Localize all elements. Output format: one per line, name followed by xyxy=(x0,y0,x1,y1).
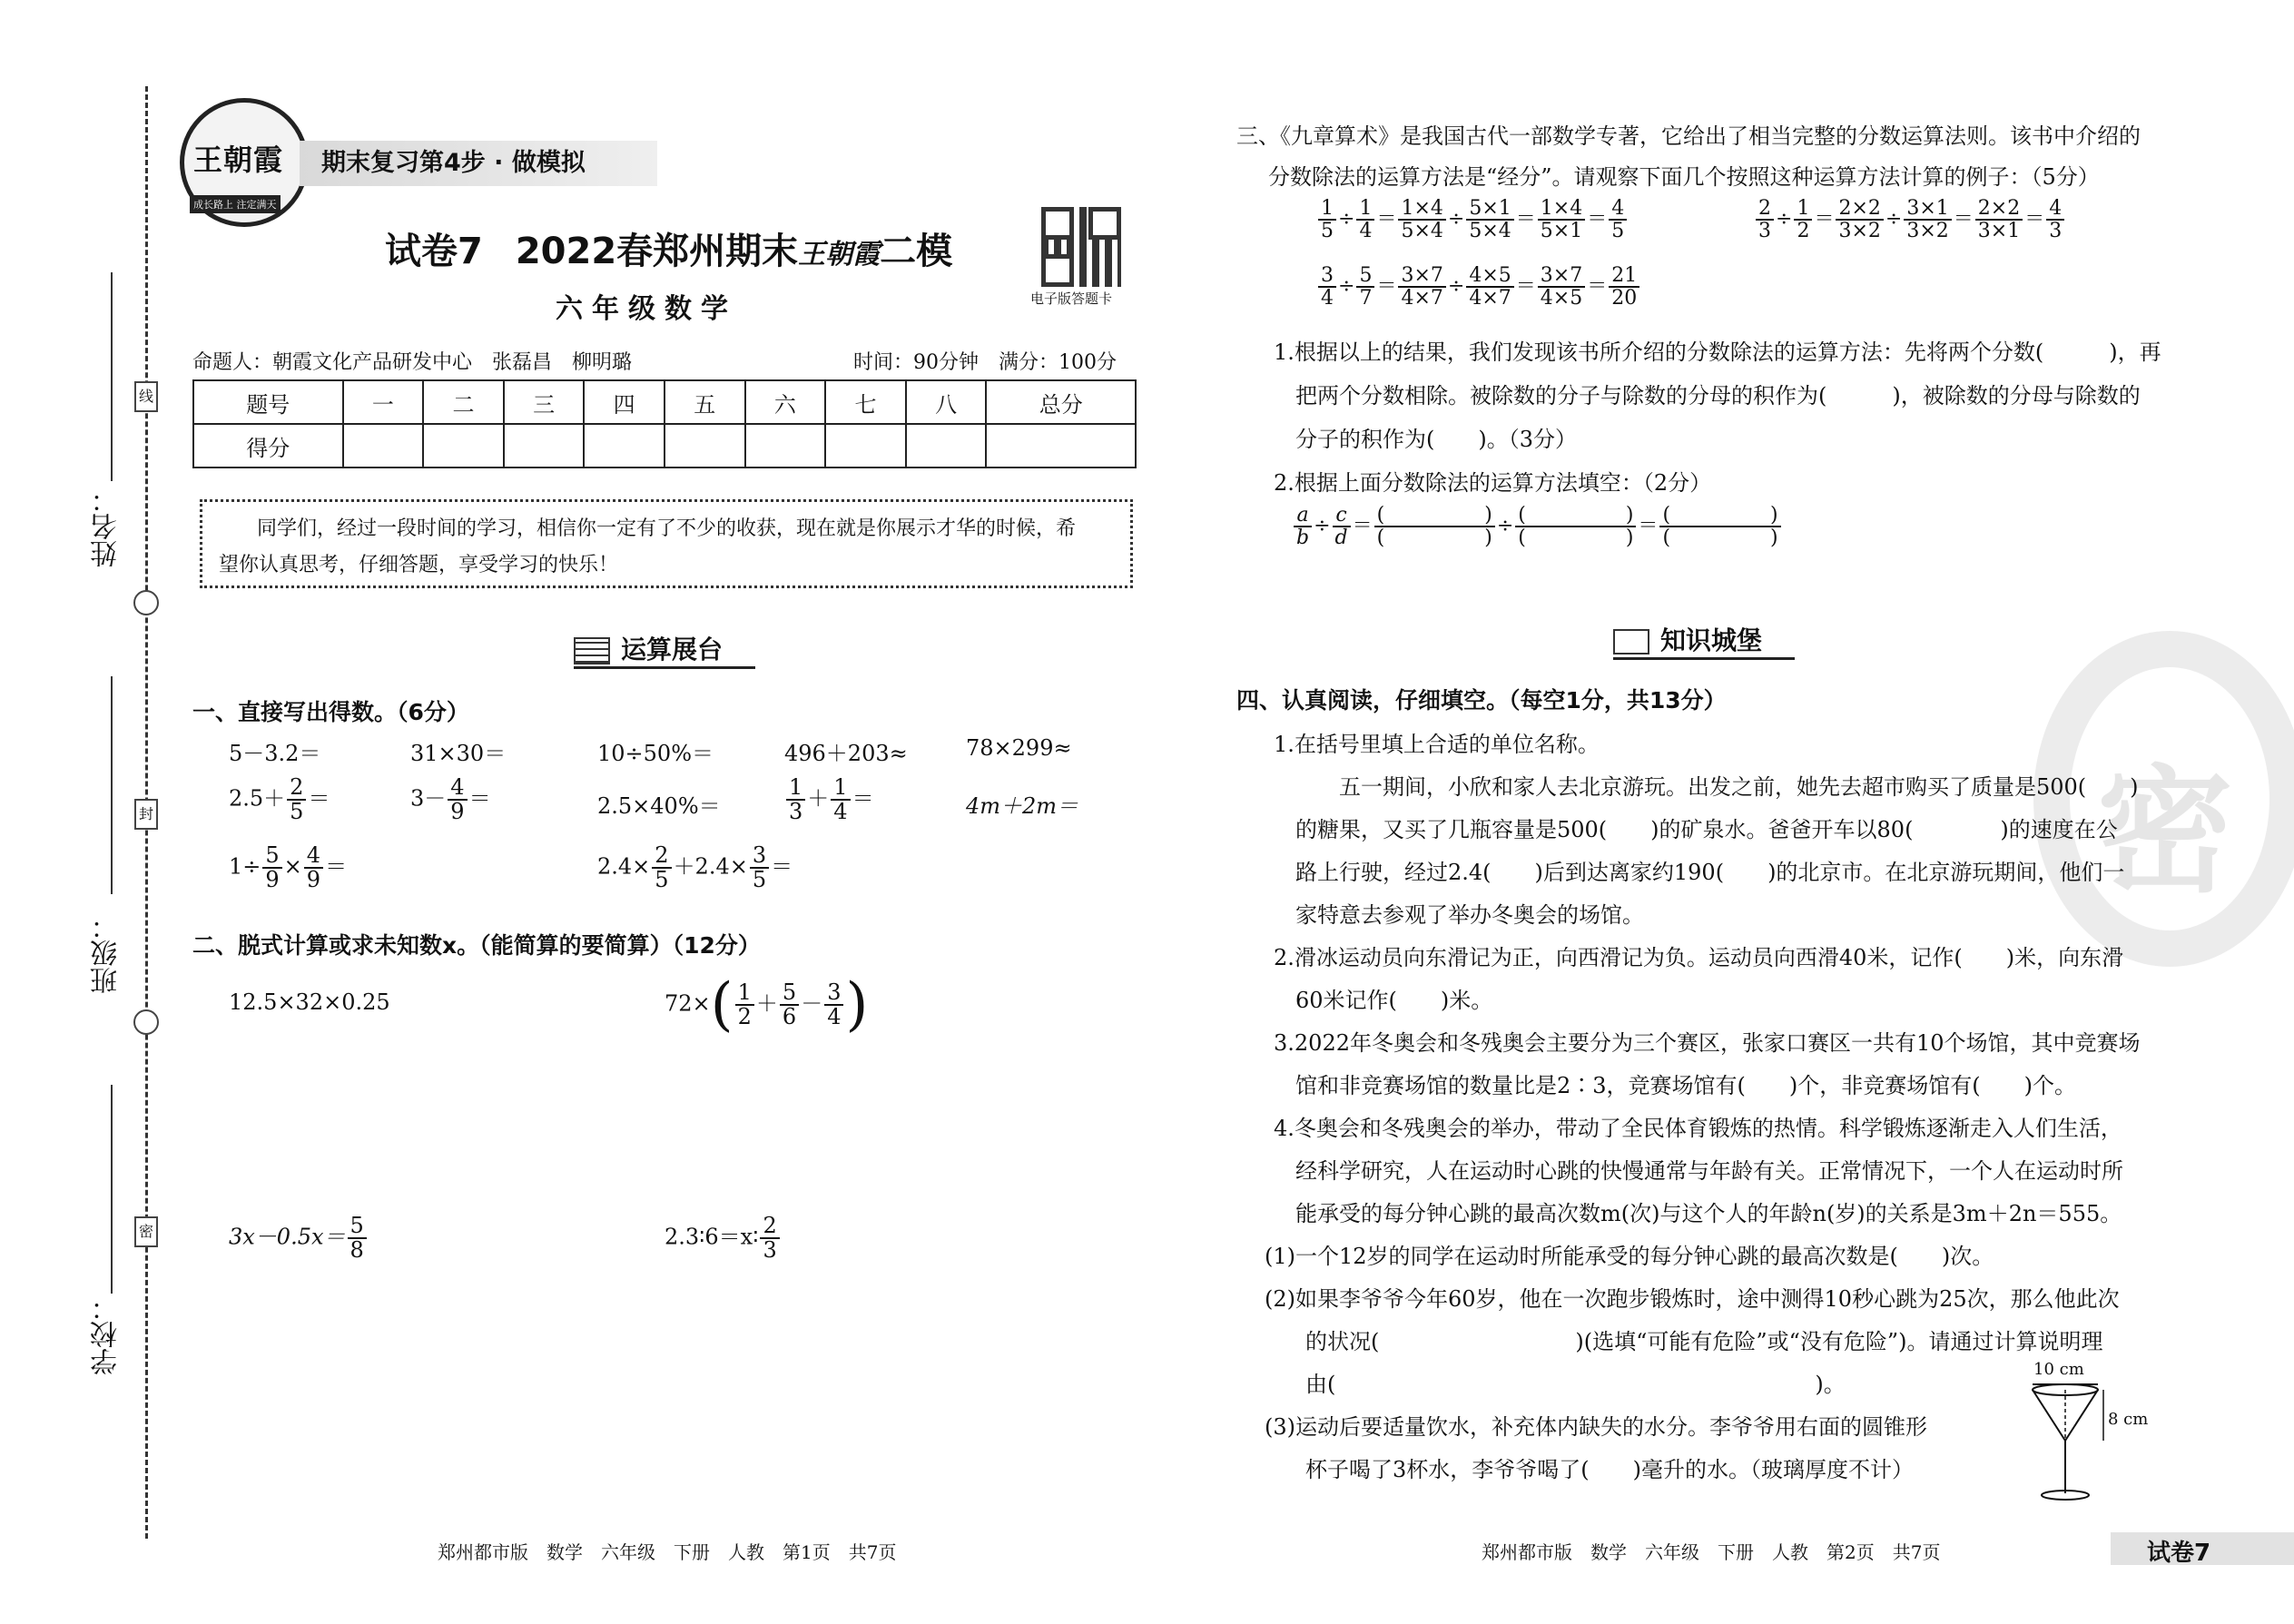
q4-p3-line-2: 馆和非竞赛场馆的数量比是2∶3，竞赛场馆有( )个，非竞赛场馆有( )个。 xyxy=(1295,1073,2076,1098)
cup-height-label: 8 cm xyxy=(2108,1410,2149,1429)
score-row-label: 得分 xyxy=(193,424,343,468)
score-cell[interactable] xyxy=(584,424,665,468)
score-cell[interactable] xyxy=(665,424,745,468)
q3-sub2: 2.根据上面分数除法的运算方法填空：（2分） xyxy=(1274,470,1712,496)
q3-fill-formula[interactable]: $\frac{a}{b}$ ÷ $\frac{c}{d}$ ＝ $\frac{( )}{( )}$ ÷ $\frac{( )}{( )}$ ＝ $\frac{( )}{( )}$ xyxy=(1292,505,1783,548)
score-head-cell: 题号 xyxy=(193,380,343,424)
q4-p4-sub2-line-3: 由( )。 xyxy=(1305,1372,1846,1397)
section-knowledge-title: 知识城堡 xyxy=(1660,625,1763,655)
qr-code[interactable] xyxy=(1041,207,1121,287)
book-icon xyxy=(574,637,610,664)
q4-p4-line-2: 经科学研究，人在运动时心跳的快慢通常与年龄有关。正常情况下，一个人在运动时所 xyxy=(1295,1158,2123,1184)
brand-logo xyxy=(180,98,309,227)
score-cell[interactable] xyxy=(745,424,826,468)
q3-line-2: 分数除法的运算方法是“经分”。请观察下面几个按照这种运算方法计算的例子：（5分） xyxy=(1268,164,2100,190)
time-score: 时间：90分钟 满分：100分 xyxy=(853,351,1117,374)
score-head-cell: 总分 xyxy=(986,380,1136,424)
q4-p1-line-1: 五一期间，小欣和家人去北京游玩。出发之前，她先去超市购买了质量是500( ) xyxy=(1339,774,2139,800)
section-calc-title: 运算展台 xyxy=(621,635,724,664)
q1-item: 2.5＋ $\frac{2}{5}$ ＝ xyxy=(229,774,330,825)
binding-mark-line: 线 xyxy=(134,381,158,412)
q4-p4-sub2-line-2: 的状况( )(选填“可能有危险”或“没有危险”)。请通过计算说明理 xyxy=(1305,1329,2103,1354)
q4-p1-line-4: 家特意去参观了举办冬奥会的场馆。 xyxy=(1295,902,1644,928)
title-suffix: 二模 xyxy=(880,231,953,272)
intro-line-2: 望你认真思考，仔细答题，享受学习的快乐！ xyxy=(219,554,619,576)
q4-p4-sub1: (1)一个12岁的同学在运动时所能承受的每分钟心跳的最高次数是( )次。 xyxy=(1265,1244,1994,1269)
title-brand: 王朝霞 xyxy=(798,239,881,271)
class-label: 班级： xyxy=(91,912,123,994)
q4-p3-line-1: 3.2022年冬奥会和冬残奥会主要分为三个赛区，张家口赛区一共有10个场馆，其中竞赛场 xyxy=(1274,1030,2141,1056)
class-underline xyxy=(111,676,113,894)
authors: 命题人：朝霞文化产品研发中心 张磊昌 柳明璐 xyxy=(192,351,633,374)
q2-item-c: 3x－0.5x＝ $\frac{5}{8}$ xyxy=(229,1215,369,1262)
q1-item: 31×30＝ xyxy=(410,741,507,766)
footer-right: 郑州都市版 数学 六年级 下册 人教 第2页 共7页 xyxy=(1482,1541,1941,1563)
score-table-head-row xyxy=(193,380,1136,424)
binding-hole xyxy=(133,1009,159,1035)
q1-item: 78×299≈ xyxy=(966,735,1072,761)
q1-item: 496＋203≈ xyxy=(784,741,908,766)
score-table xyxy=(192,379,1137,468)
school-underline xyxy=(111,1085,113,1294)
q1-item: 2.4× $\frac{2}{5}$ ＋2.4× $\frac{3}{5}$ ＝ xyxy=(597,842,793,893)
brand-logo-text: 王朝霞 xyxy=(193,143,284,177)
cup-width-label: 10 cm xyxy=(2033,1360,2084,1379)
score-cell[interactable] xyxy=(825,424,906,468)
q3-sub1-line-1: 1.根据以上的结果，我们发现该书所介绍的分数除法的运算方法：先将两个分数( )，再 xyxy=(1274,340,2161,365)
footer-tab xyxy=(2111,1532,2294,1565)
q4-p1-line-3: 路上行驶，经过2.4( )后到达离家约190( )的北京市。在北京游玩期间，他们一 xyxy=(1295,860,2125,885)
score-head-cell: 六 xyxy=(745,380,826,424)
qr-caption: 电子版答题卡 xyxy=(1030,290,1113,307)
q1-item: 10÷50%＝ xyxy=(597,741,714,766)
q1-title: 一、直接写出得数。（6分） xyxy=(192,699,469,725)
q4-p1: 1.在括号里填上合适的单位名称。 xyxy=(1274,732,1600,757)
binding-hole xyxy=(133,590,159,615)
q3-example-1: $\frac{1}{5}$ ÷ $\frac{1}{4}$ ＝ $\frac{1\times 4}{5\times 4}$ ÷ $\frac{5\times 1}{5\times 4}$ ＝ $\frac{1\times 4}{5\times 1}$ ＝ $\frac{4}{5}$ xyxy=(1316,198,1629,241)
q3-line-1: 三、《九章算术》是我国古代一部数学专著，它给出了相当完整的分数运算法则。该书中介绍的 xyxy=(1236,123,2141,149)
title-prefix: 试卷7 xyxy=(385,231,483,272)
q4-p2-line-2: 60米记作( )米。 xyxy=(1295,988,1493,1013)
q2-item-d: 2.3∶6＝x∶ $\frac{2}{3}$ xyxy=(665,1215,782,1262)
q1-item: 1÷ $\frac{5}{9}$ × $\frac{4}{9}$ ＝ xyxy=(229,842,348,893)
q4-p4-sub3-line-1: (3)运动后要适量饮水，补充体内缺失的水分。李爷爷用右面的圆锥形 xyxy=(1265,1414,1927,1440)
q2-item-b: 72×( $\frac{1}{2}$ ＋ $\frac{5}{6}$ － $\frac{3}{4}$ ) xyxy=(665,971,869,1038)
cone-cup-figure xyxy=(2020,1357,2147,1507)
q1-item: 2.5×40%＝ xyxy=(597,793,721,819)
score-head-cell: 二 xyxy=(423,380,504,424)
score-head-cell: 八 xyxy=(906,380,987,424)
score-head-cell: 四 xyxy=(584,380,665,424)
q3-sub1-line-2: 把两个分数相除。被除数的分子与除数的分母的积作为( )，被除数的分母与除数的 xyxy=(1295,383,2141,408)
paper-title xyxy=(385,222,952,274)
q2-title: 二、脱式计算或求未知数x。（能简算的要简算）（12分） xyxy=(192,932,761,959)
school-label: 学校： xyxy=(91,1294,123,1375)
score-head-cell: 五 xyxy=(665,380,745,424)
q1-item: $\frac{1}{3}$ ＋ $\frac{1}{4}$ ＝ xyxy=(784,776,874,823)
q4-p2-line-1: 2.滑冰运动员向东滑记为正，向西滑记为负。运动员向西滑40米，记作( )米，向东滑 xyxy=(1274,945,2124,970)
watermark-char: 密 xyxy=(2097,753,2234,911)
pencil-icon xyxy=(1613,629,1649,655)
q3-example-3: $\frac{3}{4}$ ÷ $\frac{5}{7}$ ＝ $\frac{3\times 7}{4\times 7}$ ÷ $\frac{4\times 5}{4\times 7}$ ＝ $\frac{3\times 7}{4\times 5}$ ＝ $\frac{21}{20}$ xyxy=(1316,265,1641,309)
score-cell[interactable] xyxy=(343,424,424,468)
binding-mark-seal: 封 xyxy=(134,799,158,830)
q3-example-2: $\frac{2}{3}$ ÷ $\frac{1}{2}$ ＝ $\frac{2\times 2}{3\times 2}$ ÷ $\frac{3\times 1}{3\times 2}$ ＝ $\frac{2\times 2}{3\times 1}$ ＝ $\frac{4}{3}$ xyxy=(1754,198,2066,241)
footer-tab-label: 试卷7 xyxy=(2147,1540,2211,1567)
brand-slogan: 成长路上 注定满天 xyxy=(190,195,281,213)
binding-mark-secret: 密 xyxy=(134,1216,158,1247)
footer-left: 郑州都市版 数学 六年级 下册 人教 第1页 共7页 xyxy=(438,1541,897,1563)
score-head-cell: 三 xyxy=(504,380,585,424)
q4-title: 四、认真阅读，仔细填空。（每空1分，共13分） xyxy=(1236,687,1727,714)
step-banner: 期末复习第4步 · 做模拟 xyxy=(300,141,657,186)
title-main: 2022春郑州期末 xyxy=(515,231,799,272)
q4-p4-sub3-line-2: 杯子喝了3杯水，李爷爷喝了( )毫升的水。（玻璃厚度不计） xyxy=(1305,1457,1914,1482)
paper-subtitle: 六年级数学 xyxy=(556,293,737,325)
q4-p4-sub2-line-1: (2)如果李爷爷今年60岁，他在一次跑步锻炼时，途中测得10秒心跳为25次，那么他此次 xyxy=(1265,1286,2120,1312)
q1-item: 4m＋2m＝ xyxy=(966,793,1079,819)
q2-item-a: 12.5×32×0.25 xyxy=(229,989,390,1015)
q1-item: 3－ $\frac{4}{9}$ ＝ xyxy=(410,774,491,825)
q3-sub1-line-3: 分子的积作为( )。（3分） xyxy=(1295,427,1577,452)
q1-item: 5－3.2＝ xyxy=(229,741,321,766)
intro-box xyxy=(200,499,1133,588)
section-calc-heading xyxy=(574,630,755,669)
q4-p4-line-1: 4.冬奥会和冬残奥会的举办，带动了全民体育锻炼的热情。科学锻炼逐渐走入人们生活， xyxy=(1274,1116,2122,1141)
score-head-cell: 七 xyxy=(825,380,906,424)
name-label: 姓名： xyxy=(91,486,123,567)
score-cell[interactable] xyxy=(986,424,1136,468)
score-cell[interactable] xyxy=(504,424,585,468)
score-table-score-row xyxy=(193,424,1136,468)
section-knowledge-heading xyxy=(1613,621,1795,660)
score-head-cell: 一 xyxy=(343,380,424,424)
score-cell[interactable] xyxy=(906,424,987,468)
q4-p4-line-3: 能承受的每分钟心跳的最高次数m(次)与这个人的年龄n(岁)的关系是3m＋2n＝555。 xyxy=(1295,1201,2122,1226)
q4-p1-line-2: 的糖果，又买了几瓶容量是500( )的矿泉水。爸爸开车以80( )的速度在公 xyxy=(1295,817,2118,842)
score-cell[interactable] xyxy=(423,424,504,468)
intro-line-1: 同学们，经过一段时间的学习，相信你一定有了不少的收获，现在就是你展示才华的时候，希 xyxy=(257,517,1077,540)
name-underline xyxy=(111,272,113,481)
